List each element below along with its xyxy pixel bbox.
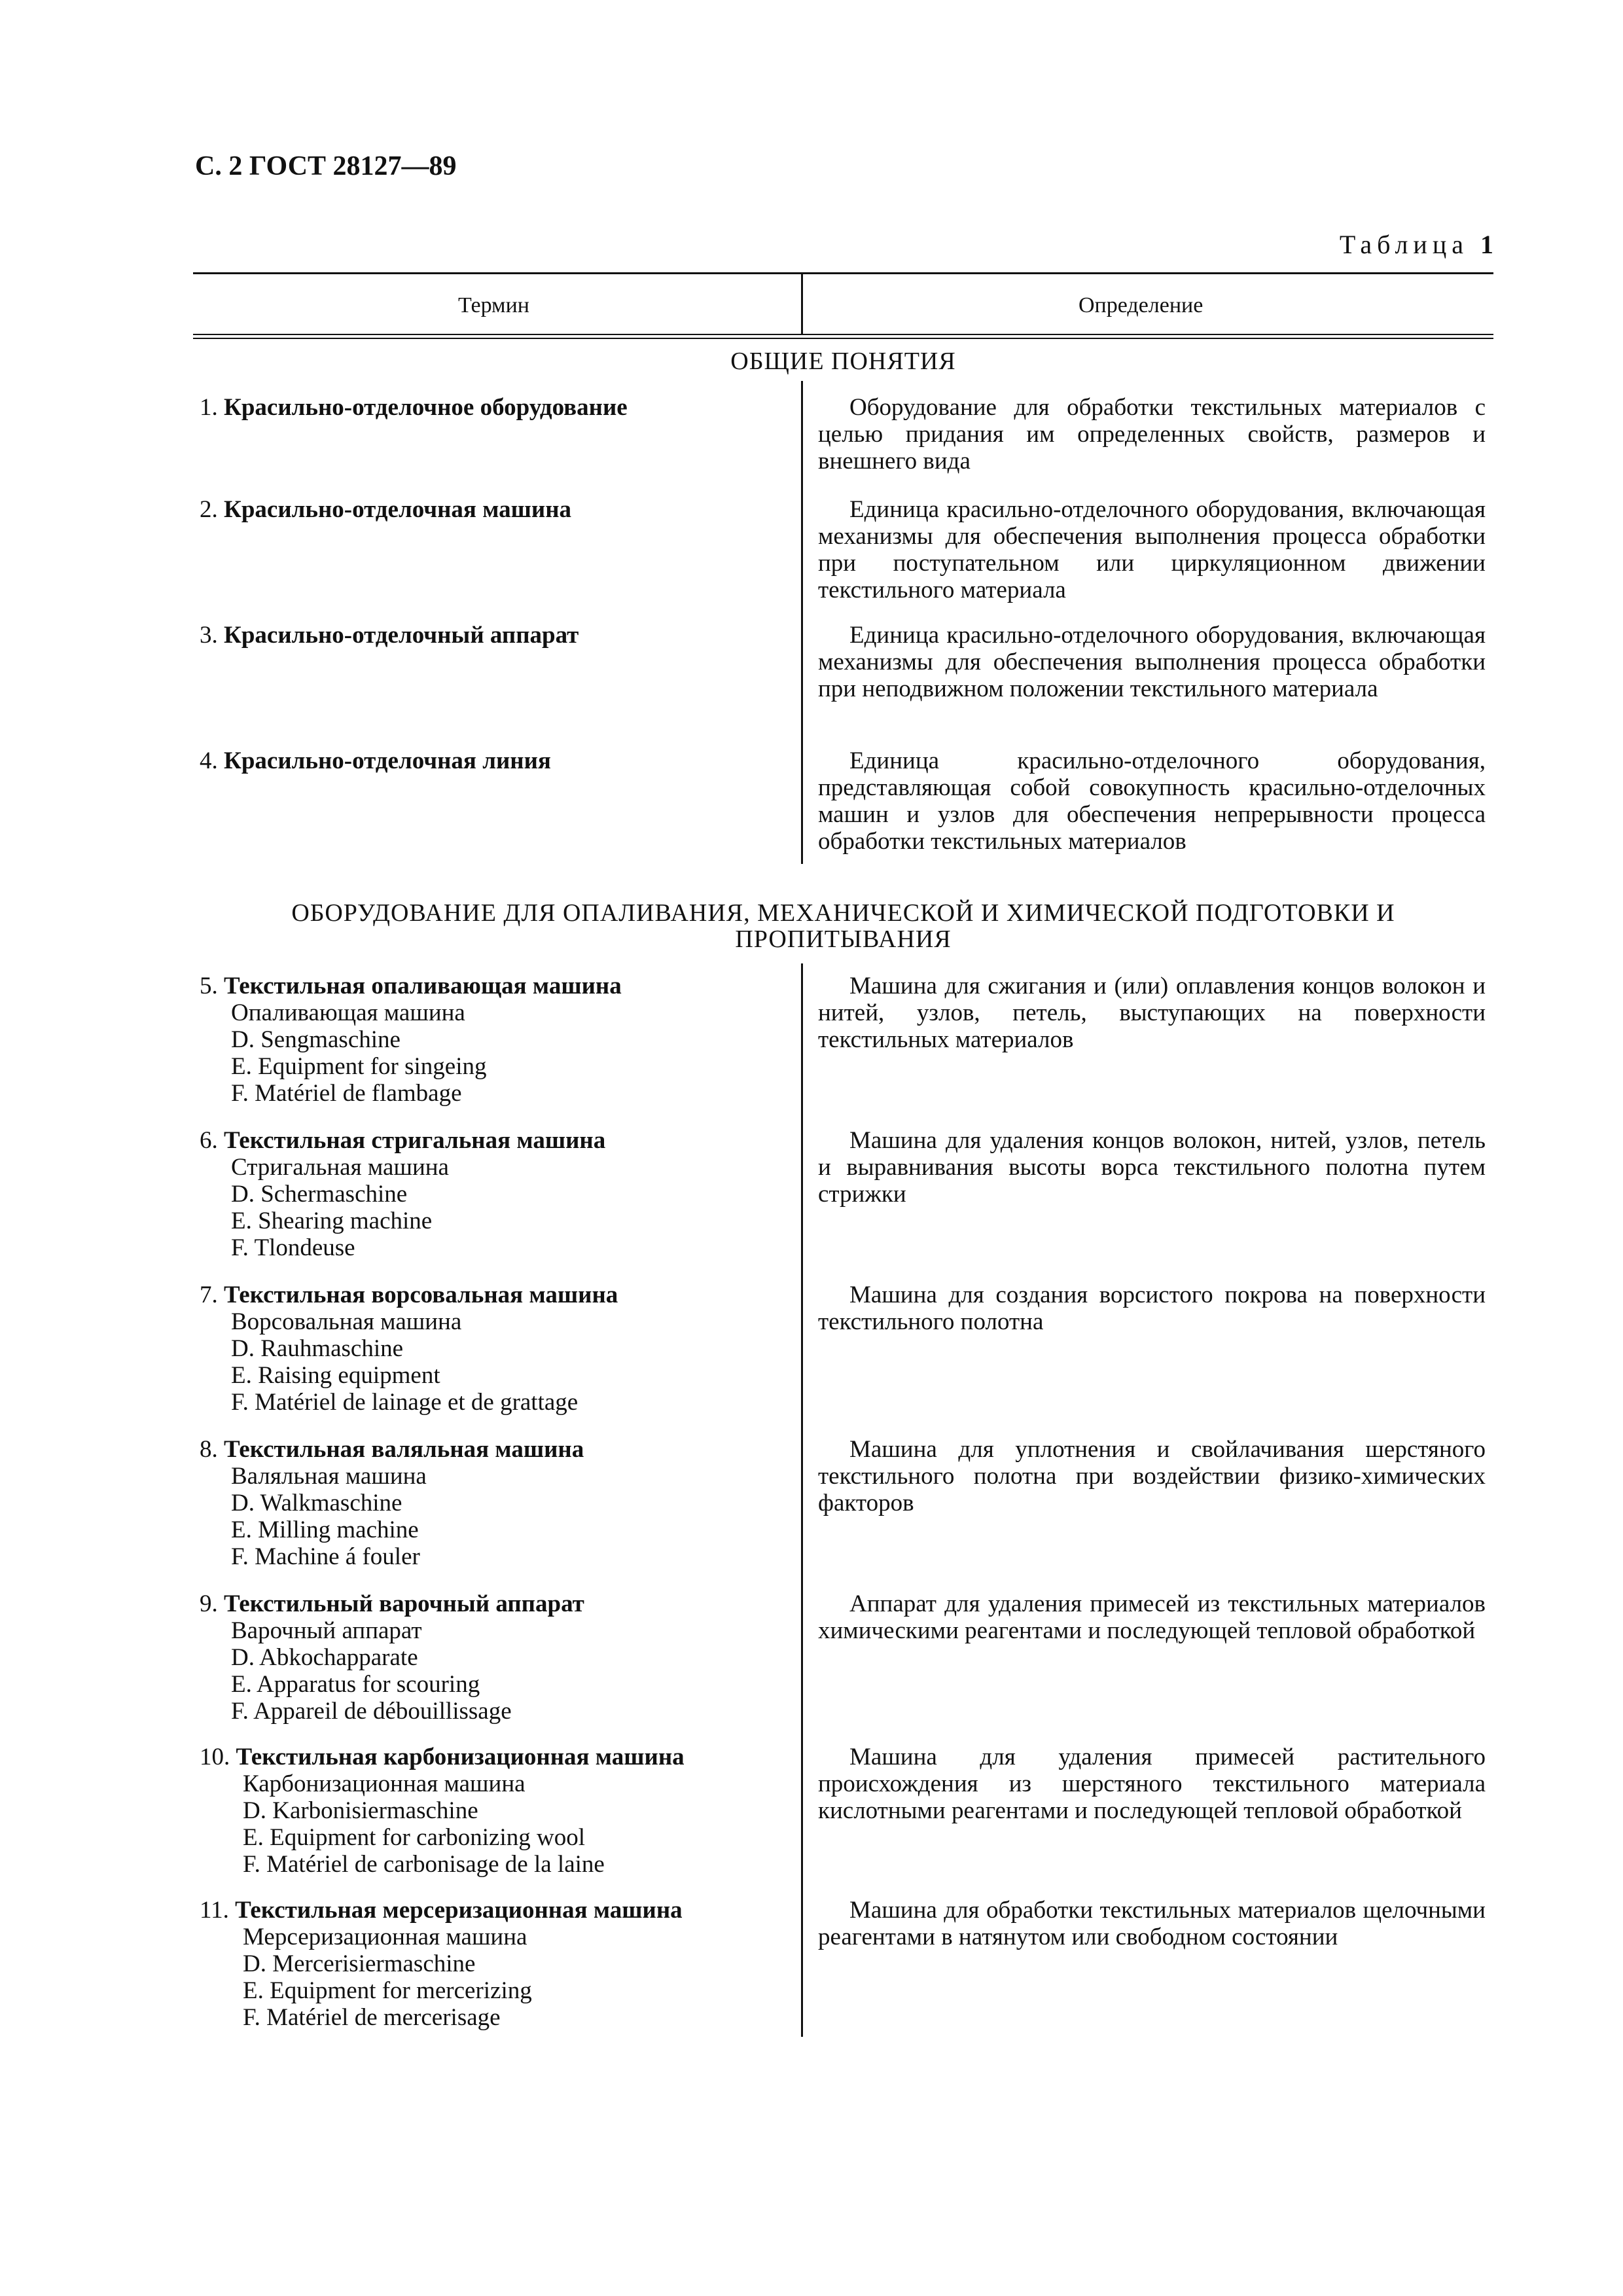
synonym-english: E. Equipment for singeing xyxy=(231,1053,487,1080)
column-header-definition: Определение xyxy=(1079,293,1204,317)
table-caption xyxy=(1340,229,1493,260)
synonym-german: D. Karbonisiermaschine xyxy=(243,1797,478,1824)
table-label: Таблица xyxy=(1339,230,1469,259)
synonym-french: F. Matériel de flambage xyxy=(231,1080,462,1107)
synonym: Варочный аппарат xyxy=(231,1617,422,1644)
term-name: Текстильная мерсеризационная машина xyxy=(235,1897,683,1924)
synonym: Валяльная машина xyxy=(231,1463,427,1490)
definition: Машина для удаления примесей растительного происхождения из шерстяного текстильного материала кислотными реагентами и последующей тепловой обработкой xyxy=(818,1744,1486,1824)
synonym-german: D. Schermaschine xyxy=(231,1181,408,1208)
term-entry xyxy=(200,622,802,649)
term-name: Красильно-отделочная машина xyxy=(224,496,572,523)
term-entry xyxy=(200,747,802,774)
term-number: 1. xyxy=(200,394,218,421)
synonym-german: D. Sengmaschine xyxy=(231,1026,401,1053)
synonym-english: E. Apparatus for scouring xyxy=(231,1671,480,1698)
term-entry xyxy=(200,1897,802,2031)
term-number: 6. xyxy=(200,1127,218,1154)
synonym-german: D. Rauhmaschine xyxy=(231,1335,404,1362)
term-number: 9. xyxy=(200,1590,218,1617)
definition: Единица красильно-отделочного оборудования, представляющая собой совокупность красильно-отделочных машин и узлов для обеспечения непрерывности процесса обработки текстильных материалов xyxy=(818,747,1486,855)
definition: Машина для обработки текстильных материалов щелочными реагентами в натянутом или свободном состоянии xyxy=(818,1897,1486,1950)
synonym-french: F. Matériel de lainage et de grattage xyxy=(231,1389,579,1416)
synonym-french: F. Matériel de carbonisage de la laine xyxy=(243,1851,605,1878)
term-entry xyxy=(200,1436,802,1570)
header-divider xyxy=(801,272,803,335)
term-entry xyxy=(200,1744,802,1878)
term-number: 2. xyxy=(200,496,218,523)
synonym-german: D. Abkochapparate xyxy=(231,1644,418,1671)
synonym-french: F. Appareil de débouillissage xyxy=(231,1698,512,1725)
header-bottom-rule-2 xyxy=(193,338,1493,339)
term-number: 10. xyxy=(200,1744,230,1770)
table-number: 1 xyxy=(1480,230,1493,259)
definition: Аппарат для удаления примесей из текстильных материалов химическими реагентами и последующей тепловой обработкой xyxy=(818,1590,1486,1644)
term-number: 3. xyxy=(200,622,218,649)
synonym-french: F. Machine á fouler xyxy=(231,1543,420,1570)
synonym-german: D. Mercerisiermaschine xyxy=(243,1950,476,1977)
synonym-english: E. Raising equipment xyxy=(231,1362,440,1389)
term-number: 7. xyxy=(200,1282,218,1308)
definition: Машина для создания ворсистого покрова на поверхности текстильного полотна xyxy=(818,1282,1486,1335)
term-name: Текстильная опаливающая машина xyxy=(224,973,622,999)
synonym-english: E. Equipment for carbonizing wool xyxy=(243,1824,586,1851)
term-name: Текстильная валяльная машина xyxy=(224,1436,584,1463)
section-title: ОБОРУДОВАНИЕ ДЛЯ ОПАЛИВАНИЯ, МЕХАНИЧЕСКОЙ И ХИМИЧЕСКОЙ ПОДГОТОВКИ И ПРОПИТЫВАНИЯ xyxy=(291,899,1395,953)
term-number: 11. xyxy=(200,1897,229,1924)
definition: Машина для удаления концов волокон, нитей, узлов, петель и выравнивания высоты ворса текстильного полотна путем стрижки xyxy=(818,1127,1486,1208)
synonym-english: E. Milling machine xyxy=(231,1516,419,1543)
header-bottom-rule xyxy=(193,334,1493,335)
term-name: Текстильная карбонизационная машина xyxy=(236,1744,685,1770)
term-number: 5. xyxy=(200,973,218,999)
synonym: Опаливающая машина xyxy=(231,999,465,1026)
synonym: Ворсовальная машина xyxy=(231,1308,462,1335)
synonym-german: D. Walkmaschine xyxy=(231,1490,402,1516)
page-header: С. 2 ГОСТ 28127—89 xyxy=(195,151,457,181)
section-title: ОБЩИЕ ПОНЯТИЯ xyxy=(730,348,956,375)
synonym: Карбонизационная машина xyxy=(243,1770,526,1797)
term-entry xyxy=(200,496,802,523)
table-top-rule xyxy=(193,272,1493,274)
definition: Машина для уплотнения и свойлачивания шерстяного текстильного полотна при воздействии физико-химических факторов xyxy=(818,1436,1486,1516)
term-number: 4. xyxy=(200,747,218,774)
term-name: Текстильная ворсовальная машина xyxy=(224,1282,618,1308)
term-name: Текстильный варочный аппарат xyxy=(224,1590,584,1617)
term-number: 8. xyxy=(200,1436,218,1463)
synonym-french: F. Tlondeuse xyxy=(231,1234,355,1261)
term-entry xyxy=(200,1590,802,1725)
synonym: Мерсеризационная машина xyxy=(243,1924,527,1950)
synonym: Стригальная машина xyxy=(231,1154,449,1181)
term-name: Красильно-отделочное оборудование xyxy=(224,394,628,421)
definition: Машина для сжигания и (или) оплавления концов волокон и нитей, узлов, петель, выступающих на поверхности текстильных материалов xyxy=(818,973,1486,1053)
definition: Единица красильно-отделочного оборудования, включающая механизмы для обеспечения выполнения процесса обработки при неподвижном положении текстильного материала xyxy=(818,622,1486,702)
term-name: Текстильная стригальная машина xyxy=(224,1127,606,1154)
term-entry xyxy=(200,973,802,1107)
term-entry xyxy=(200,394,802,421)
column-header-term: Термин xyxy=(458,293,529,317)
term-entry xyxy=(200,1127,802,1261)
synonym-french: F. Matériel de mercerisage xyxy=(243,2004,501,2031)
definition: Единица красильно-отделочного оборудования, включающая механизмы для обеспечения выполнения процесса обработки при поступательном или циркуляционном движении текстильного материала xyxy=(818,496,1486,603)
term-entry xyxy=(200,1282,802,1416)
synonym-english: E. Shearing machine xyxy=(231,1208,433,1234)
term-name: Красильно-отделочная линия xyxy=(224,747,551,774)
term-name: Красильно-отделочный аппарат xyxy=(224,622,579,649)
synonym-english: E. Equipment for mercerizing xyxy=(243,1977,532,2004)
definition: Оборудование для обработки текстильных материалов с целью придания им определенных свойств, размеров и внешнего вида xyxy=(818,394,1486,475)
